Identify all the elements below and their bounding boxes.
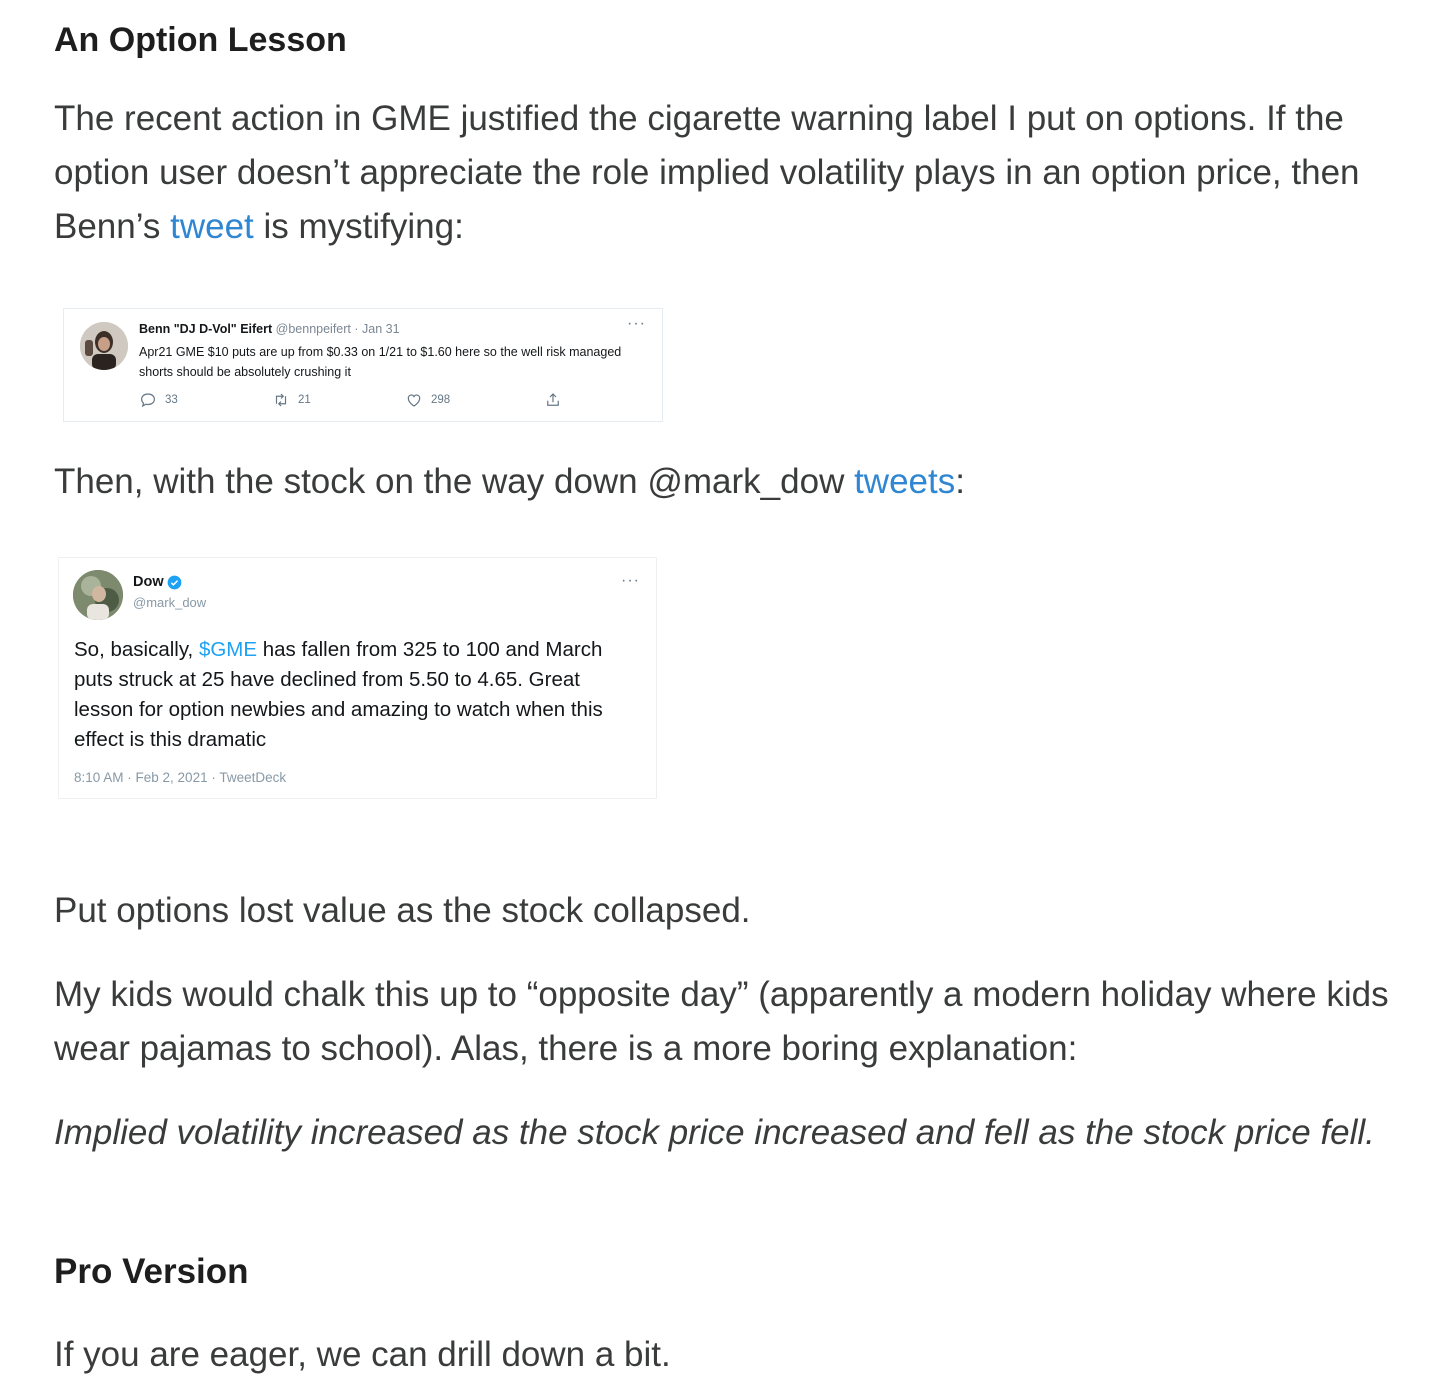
author-name-line[interactable]: [133, 574, 182, 590]
tweet-text-start: So, basically,: [74, 638, 199, 661]
more-options-icon[interactable]: ···: [627, 315, 646, 332]
tweet-timestamp[interactable]: 8:10 AM · Feb 2, 2021 · TweetDeck: [74, 770, 287, 785]
paragraph-drill-down: If you are eager, we can drill down a bit.: [54, 1335, 671, 1374]
paragraph-put-options: Put options lost value as the stock collapsed.: [54, 891, 751, 930]
paragraph-intro-text: The recent action in GME justified the cigarette warning label I put on options. If the option user doesn’t appreciate the role implied volatility plays in an option price, then Benn’s: [54, 99, 1360, 246]
embedded-tweet-dow[interactable]: [58, 557, 657, 799]
retweet-icon: [272, 391, 290, 409]
share-icon: [544, 391, 562, 409]
tweet-actions: [139, 391, 579, 411]
retweet-button[interactable]: [272, 391, 311, 409]
retweet-count: 21: [298, 394, 311, 406]
more-options-icon[interactable]: ···: [621, 572, 640, 589]
paragraph-implied-volatility: Implied volatility increased as the stock price increased and fell as the stock price fell.: [54, 1113, 1375, 1152]
paragraph-then-end: :: [955, 462, 965, 501]
author-name[interactable]: Benn "DJ D-Vol" Eifert: [139, 322, 273, 336]
tweet-link[interactable]: tweet: [170, 207, 254, 246]
avatar[interactable]: [73, 570, 123, 620]
tweet-date[interactable]: Jan 31: [362, 322, 400, 336]
tweet-text-rest: has fallen from 325 to 100 and March puts struck at 25 have declined from 5.50 to 4.65. Great lesson for option newbies and amazing to watch when this effect is this dramatic: [74, 638, 603, 751]
tweets-link[interactable]: tweets: [854, 462, 956, 501]
like-icon: [405, 391, 423, 409]
avatar-image: [80, 322, 128, 370]
like-button[interactable]: [405, 391, 450, 409]
cashtag-link[interactable]: $GME: [198, 638, 258, 661]
avatar-image: [73, 570, 123, 620]
tweet-text: [74, 635, 634, 755]
subheading-pro-version: Pro Version: [54, 1252, 249, 1291]
paragraph-intro: [54, 92, 1394, 254]
author-handle[interactable]: @bennpeifert: [275, 322, 351, 336]
author-name[interactable]: Dow: [133, 574, 164, 590]
paragraph-then-text: Then, with the stock on the way down @mark_dow: [54, 462, 855, 501]
reply-count: 33: [165, 394, 178, 406]
avatar[interactable]: [80, 322, 128, 370]
paragraph-opposite-day: My kids would chalk this up to “opposite day” (apparently a modern holiday where kids wear pajamas to school). Alas, there is a more boring explanation:: [54, 975, 1389, 1068]
section-heading: An Option Lesson: [54, 21, 347, 59]
paragraph-then: [54, 455, 1394, 509]
reply-icon: [139, 391, 157, 409]
tweet-text: Apr21 GME $10 puts are up from $0.33 on 1/21 to $1.60 here so the well risk managed shorts should be absolutely crushing it: [139, 345, 622, 379]
verified-badge-icon: [167, 575, 182, 590]
reply-button[interactable]: [139, 391, 178, 409]
embedded-tweet-benn[interactable]: [63, 308, 663, 422]
tweet-author-line: [139, 322, 400, 336]
share-button[interactable]: [544, 391, 570, 409]
paragraph-intro-end: is mystifying:: [253, 207, 464, 246]
meta-separator: ·: [354, 322, 359, 336]
like-count: 298: [431, 394, 451, 406]
author-handle[interactable]: @mark_dow: [133, 595, 207, 610]
